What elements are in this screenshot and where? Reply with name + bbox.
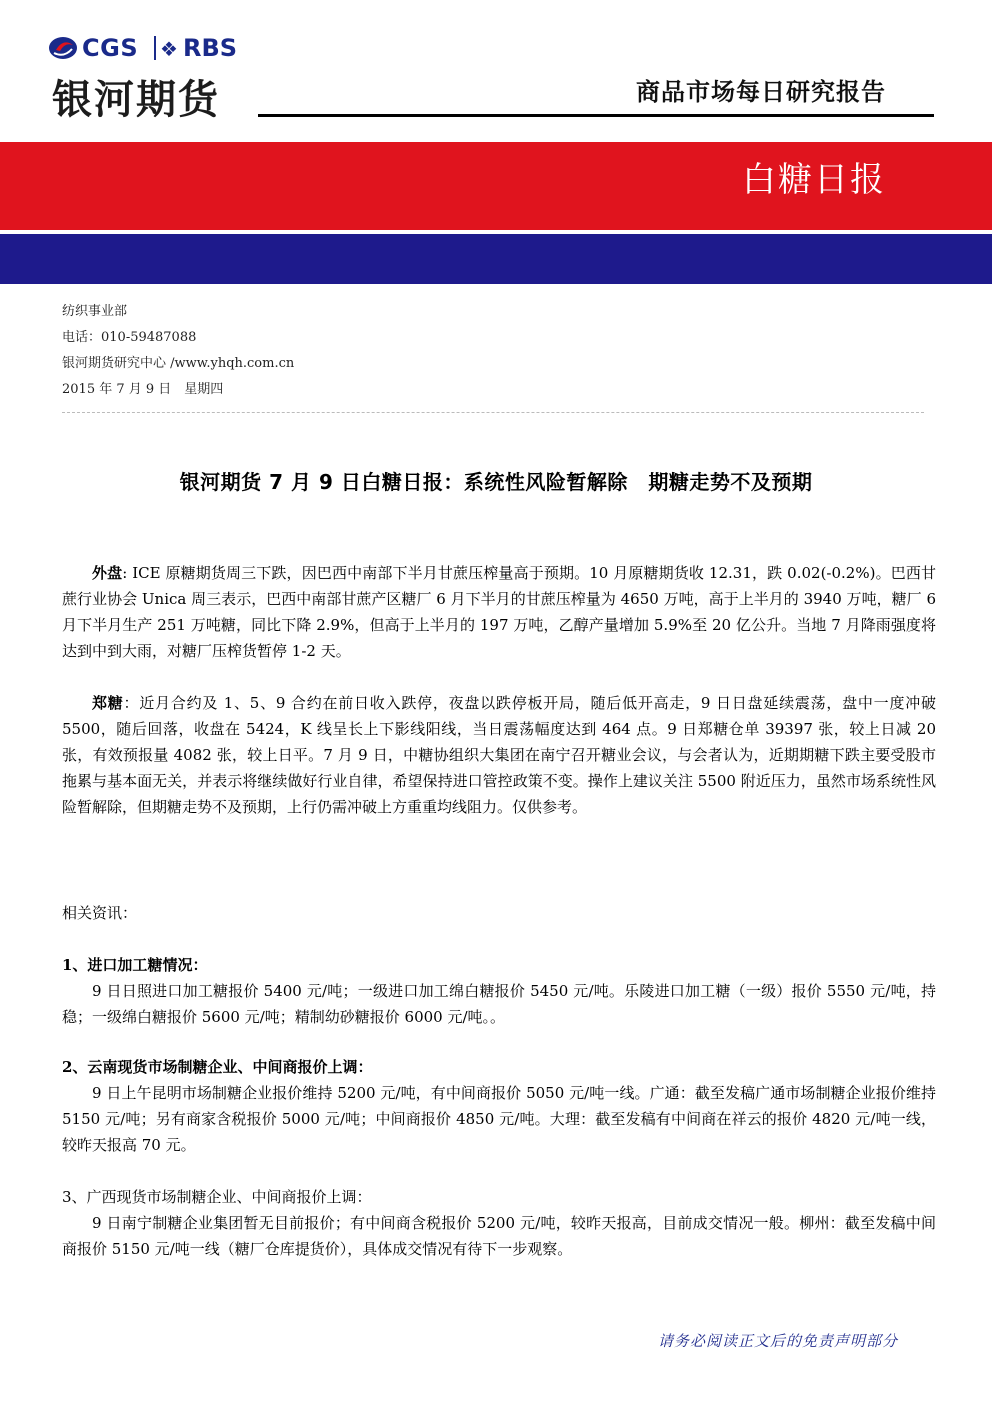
meta-date: 2015 年 7 月 9 日 星期四 — [62, 382, 224, 397]
navy-banner — [0, 234, 992, 284]
disclaimer-note: 请务必阅读正文后的免责声明部分 — [657, 1332, 898, 1350]
logo-divider — [154, 36, 156, 60]
dashed-divider — [62, 412, 924, 413]
section-heading: 3、广西现货市场制糖企业、中间商报价上调： — [62, 1188, 372, 1206]
document-title: 银河期货 7 月 9 日白糖日报：系统性风险暂解除 期糖走势不及预期 — [179, 470, 813, 494]
rbs-logo-icon: ❖ — [160, 37, 178, 61]
header-rule — [258, 114, 934, 117]
paragraph-text: : ICE 原糖期货周三下跌，因巴西中南部下半月甘蔗压榨量高于预期。10 月原糖期货收 12.31，跌 0.02(-0.2%)。巴西甘蔗行业协会 Unica 周三表示，巴西中南部甘蔗产区糖厂 6 月下半月的甘蔗压榨量为 4650 万吨，高于上半月的 3940 万吨，糖厂 6 月下半月生产 251 万吨糖，同比下降 2.9%，但高于上半月的 197 万吨，乙醇产量增加 5.9%至 20 亿公升。当地 7 月降雨强度将达到中到大雨，对糖厂压榨货暂停 1-2 天。 — [62, 564, 936, 660]
paragraph-outer-market — [62, 560, 936, 664]
meta-phone: 电话：010-59487088 — [62, 330, 197, 345]
meta-department: 纺织事业部 — [62, 304, 128, 319]
banner-title: 白糖日报 — [742, 160, 886, 200]
paragraph-text: ：近月合约及 1、5、9 合约在前日收入跌停，夜盘以跌停板开局，随后低开高走，9 日日盘延续震荡，盘中一度冲破 5500，随后回落，收盘在 5424，K 线呈长上下影线阳线，当日震荡幅度达到 464 点。9 日郑糖仓单 39397 张，较上日减 20 张，有效预报量 4082 张，较上日平。7 月 9 日，中糖协组织大集团在南宁召开糖业会议，与会者认为，近期期糖下跌主要受股市拖累与基本面无关，并表示将继续做好行业自律，希望保持进口管控政策不变。操作上建议关注 5500 附近压力，虽然市场系统性风险暂解除，但期糖走势不及预期，上行仍需冲破上方重重均线阻力。仅供参考。 — [62, 694, 936, 816]
section-heading: 1、进口加工糖情况： — [62, 956, 208, 974]
section-body: 9 日日照进口加工糖报价 5400 元/吨；一级进口加工绵白糖报价 5450 元/吨。乐陵进口加工糖（一级）报价 5550 元/吨，持稳；一级绵白糖报价 5600 元/吨；精制幼砂糖报价 6000 元/吨。。 — [62, 982, 936, 1026]
related-news-heading: 相关资讯： — [62, 904, 138, 922]
report-type-heading: 商品市场每日研究报告 — [636, 78, 886, 106]
section-heading: 2、云南现货市场制糖企业、中间商报价上调： — [62, 1058, 373, 1076]
paragraph-lead: 郑糖 — [92, 694, 124, 712]
section-body: 9 日上午昆明市场制糖企业报价维持 5200 元/吨，有中间商报价 5050 元/吨一线。广通：截至发稿广通市场制糖企业报价维持 5150 元/吨；另有商家含税报价 5000 元/吨；中间商报价 4850 元/吨。大理：截至发稿有中间商在祥云的报价 4820 元/吨一线，较昨天报高 70 元。 — [62, 1084, 936, 1154]
meta-website: 银河期货研究中心 /www.yhqh.com.cn — [62, 356, 295, 371]
paragraph-lead: 外盘 — [92, 564, 123, 582]
paragraph-zhengzhou-sugar — [62, 690, 936, 820]
logo-company-name: 银河期货 — [52, 77, 220, 123]
section-body: 9 日南宁制糖企业集团暂无目前报价；有中间商含税报价 5200 元/吨，较昨天报高，目前成交情况一般。柳州：截至发稿中间商报价 5150 元/吨一线（糖厂仓库提货价），具体成交情况有待下一步观察。 — [62, 1214, 936, 1258]
logo-rbs-text: RBS — [183, 34, 238, 62]
logo-cgs-text: CGS — [82, 34, 139, 62]
cgs-logo-icon — [48, 36, 78, 60]
